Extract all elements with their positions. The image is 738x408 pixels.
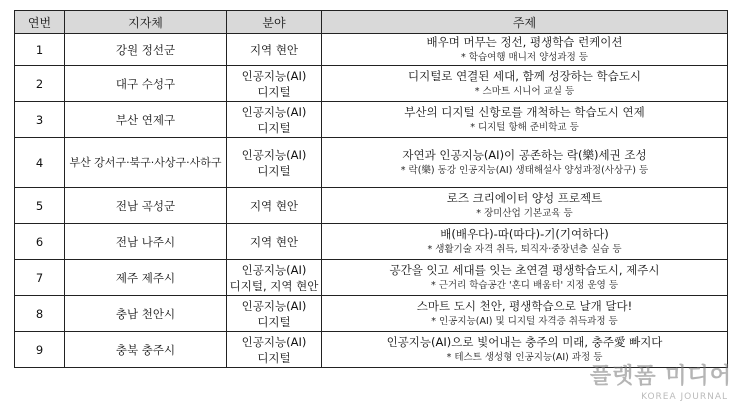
row-region: 충북 충주시 (65, 332, 227, 368)
row-topic (322, 260, 728, 296)
row-region: 강원 정선군 (65, 34, 227, 66)
row-field (227, 34, 322, 66)
field-line: 인공지능(AI) (241, 68, 307, 83)
row-field (227, 332, 322, 368)
field-line: 인공지능(AI) (241, 104, 307, 119)
row-region: 충남 천안시 (65, 296, 227, 332)
topic-note: * 근거리 학습공간 '혼디 배움터' 지정 운영 등 (430, 280, 619, 291)
row-field (227, 260, 322, 296)
table-row (15, 66, 728, 102)
row-number: 5 (15, 188, 65, 224)
table-row (15, 188, 728, 224)
row-field (227, 66, 322, 102)
row-field (227, 102, 322, 138)
topic-title: 부산의 디지털 신항로를 개척하는 학습도시 연제 (404, 105, 645, 119)
row-number: 4 (15, 138, 65, 188)
table-row (15, 102, 728, 138)
row-region: 대구 수성구 (65, 66, 227, 102)
topic-note: * 테스트 생성형 인공지능(AI) 과정 등 (446, 352, 603, 363)
row-topic (322, 224, 728, 260)
field-line: 지역 현안 (249, 234, 299, 249)
topic-title: 공간을 잇고 세대를 잇는 초연결 평생학습도시, 제주시 (389, 263, 660, 277)
row-number: 7 (15, 260, 65, 296)
row-region: 전남 나주시 (65, 224, 227, 260)
row-number: 9 (15, 332, 65, 368)
topic-title: 자연과 인공지능(AI)이 공존하는 락(樂)세권 조성 (402, 148, 647, 162)
row-topic (322, 188, 728, 224)
row-topic (322, 102, 728, 138)
field-line: 디지털 (257, 120, 291, 135)
topic-title: 배우며 머무는 정선, 평생학습 런케이션 (426, 35, 623, 49)
row-topic (322, 34, 728, 66)
program-table (14, 10, 728, 368)
row-field (227, 224, 322, 260)
field-line: 인공지능(AI) (241, 147, 307, 162)
topic-title: 배(배우다)-따(따다)-기(기여하다) (440, 227, 609, 241)
field-line: 디지털 (257, 314, 291, 329)
row-field (227, 296, 322, 332)
topic-note: * 인공지능(AI) 및 디지털 자격증 취득과정 등 (431, 316, 618, 327)
row-field (227, 188, 322, 224)
table-row (15, 138, 728, 188)
row-region: 부산 연제구 (65, 102, 227, 138)
watermark-subtext: KOREA JOURNAL (641, 392, 728, 402)
row-topic (322, 66, 728, 102)
topic-note: * 생활기술 자격 취득, 퇴직자·중장년층 실습 등 (427, 244, 622, 255)
field-line: 인공지능(AI) (241, 262, 307, 277)
header-topic: 주제 (322, 11, 728, 34)
row-field (227, 138, 322, 188)
topic-title: 로즈 크리에이터 양성 프로젝트 (446, 191, 603, 205)
topic-title: 인공지능(AI)으로 빛어내는 충주의 미래, 충주愛 빠지다 (386, 335, 663, 349)
field-line: 디지털, 지역 현안 (229, 278, 319, 293)
field-line: 디지털 (257, 163, 291, 178)
table-row (15, 260, 728, 296)
header-no: 연번 (15, 11, 65, 34)
topic-title: 디지털로 연결된 세대, 함께 성장하는 학습도시 (407, 69, 641, 83)
row-number: 2 (15, 66, 65, 102)
row-number: 1 (15, 34, 65, 66)
field-line: 디지털 (257, 84, 291, 99)
row-topic (322, 296, 728, 332)
topic-note: * 락(樂) 동강 인공지능(AI) 생태해설사 양성과정(사상구) 등 (400, 165, 649, 176)
row-number: 3 (15, 102, 65, 138)
header-row (15, 11, 728, 34)
table-row (15, 34, 728, 66)
watermark-logo: 플랫폼 미디어 (589, 364, 732, 389)
field-line: 지역 현안 (249, 42, 299, 57)
table-row (15, 224, 728, 260)
topic-note: * 디지털 항해 준비학교 등 (470, 122, 579, 133)
header-region: 지자체 (65, 11, 227, 34)
topic-title: 스마트 도시 천안, 평생학습으로 날개 달다! (416, 299, 633, 313)
field-line: 인공지능(AI) (241, 298, 307, 313)
table-row (15, 296, 728, 332)
topic-note: * 학습여행 매니저 양성과정 등 (461, 52, 588, 63)
row-region: 전남 곡성군 (65, 188, 227, 224)
topic-note: * 장미산업 기본교육 등 (476, 208, 573, 219)
row-region: 제주 제주시 (65, 260, 227, 296)
field-line: 인공지능(AI) (241, 334, 307, 349)
row-number: 8 (15, 296, 65, 332)
header-field: 분야 (227, 11, 322, 34)
field-line: 지역 현안 (249, 198, 299, 213)
row-topic (322, 138, 728, 188)
row-number: 6 (15, 224, 65, 260)
topic-note: * 스마트 시니어 교실 등 (474, 86, 575, 97)
field-line: 디지털 (257, 350, 291, 365)
row-region: 부산 강서구·북구·사상구·사하구 (65, 138, 227, 188)
